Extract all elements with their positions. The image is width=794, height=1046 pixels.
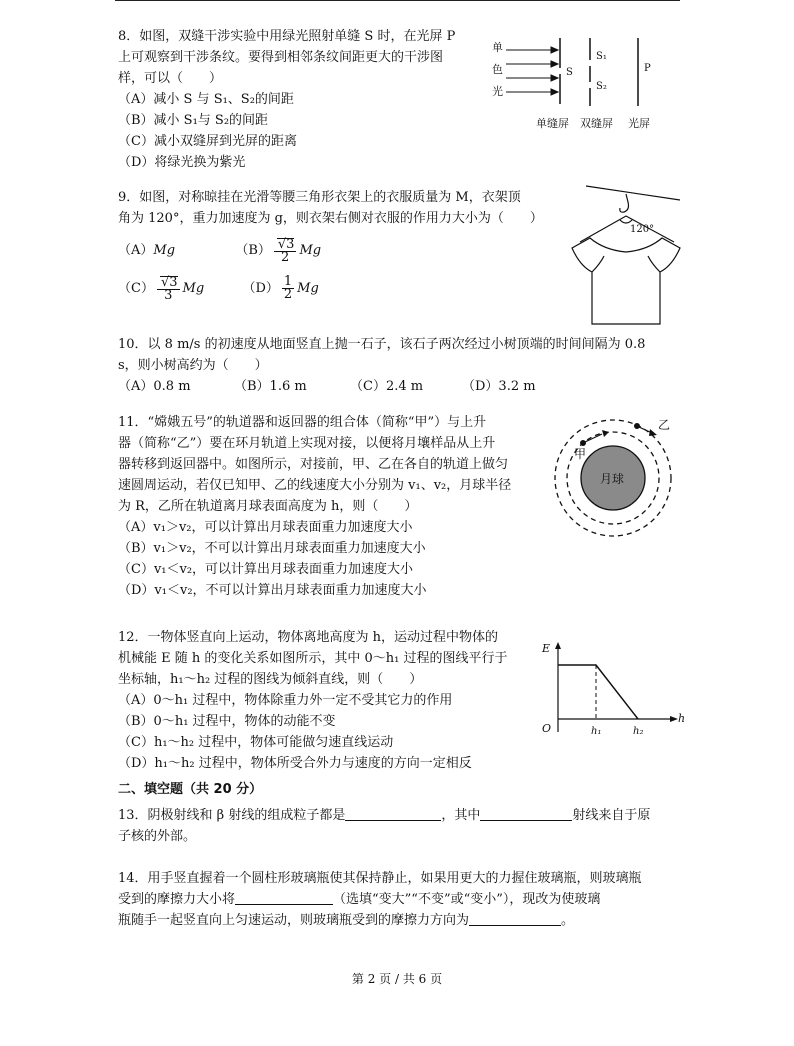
moon-label: 月球	[600, 472, 625, 486]
hanger-triangle	[580, 216, 674, 242]
light-char-3: 光	[492, 85, 503, 98]
q8-line-1: 8．如图，双缝干涉实验中用绿光照射单缝 S 时，在光屏 P	[118, 29, 456, 44]
q14-text-2: 受到的摩擦力大小将	[118, 892, 236, 907]
q9-option-b-tail: Mg	[299, 243, 322, 258]
q9-option-d-den: 2	[283, 287, 293, 302]
jia-label: 甲	[574, 447, 587, 461]
q11-line-3: 器转移到返回器中。如图所示，对接前，甲、乙在各自的轨道上做匀	[118, 457, 509, 472]
h-axis-arrowhead	[670, 716, 678, 722]
yi-arrowhead	[649, 429, 657, 436]
q9-option-c-tail: Mg	[182, 281, 205, 296]
q14-text-3: （选填“变大”“不变”或“变小”），现改为使玻璃	[333, 892, 601, 907]
energy-height-graph	[538, 640, 688, 740]
q9-option-c-num: √3	[160, 274, 178, 290]
light-screen-label: 光屏	[628, 117, 650, 130]
q13-line-2: 子核的外部。	[118, 829, 197, 844]
energy-curve	[558, 665, 638, 719]
q10-option-b: （B）1.6 m	[234, 379, 307, 394]
header-rule	[115, 0, 680, 1]
q9-line-2: 角为 120°，重力加速度为 g，则衣架右侧对衣服的作用力大小为（ ）	[118, 211, 543, 226]
q12-option-a: （A）0～h₁ 过程中，物体除重力外一定不受其它力的作用	[118, 693, 453, 708]
q13-text-1: 13．阴极射线和 β 射线的组成粒子都是	[118, 808, 346, 823]
light-char-2: 色	[492, 63, 503, 76]
shirt-left-seam	[592, 256, 604, 272]
q9-line-1: 9．如图，对称晾挂在光滑等腰三角形衣架上的衣服质量为 M，衣架顶	[118, 190, 521, 205]
q12-line-2: 机械能 E 随 h 的变化关系如图所示，其中 0～h₁ 过程的图线平行于	[118, 651, 508, 666]
question-13	[118, 805, 688, 847]
double-slit-screen-label: 双缝屏	[580, 117, 613, 130]
question-14	[118, 868, 688, 931]
q8-option-c: （C）减小双缝屏到光屏的距离	[118, 134, 297, 149]
h2-label: h₂	[633, 726, 644, 737]
h1-label: h₁	[591, 726, 602, 737]
q11-line-2: 器（简称“乙”）要在环月轨道上实现对接，以便将月壤样品从上升	[118, 436, 496, 451]
shirt-outline	[572, 238, 680, 324]
q14-blank-1[interactable]	[235, 890, 333, 905]
q9-option-d-label: （D）	[242, 281, 279, 296]
q10-option-c: （C）2.4 m	[350, 379, 424, 394]
section-2-heading: 二、填空题（共 20 分）	[118, 782, 263, 797]
q12-option-d: （D）h₁～h₂ 过程中，物体所受合外力与速度的方向一定相反	[118, 756, 472, 771]
shirt-right-seam	[648, 256, 660, 272]
q10-line-1: 10．以 8 m/s 的初速度从地面竖直上抛一石子，该石子两次经过小树顶端的时间间隔为 0.8	[118, 337, 646, 352]
q12-line-1: 12．一物体竖直向上运动，物体离地高度为 h，运动过程中物体的	[118, 630, 499, 645]
q11-line-4: 速圆周运动，若仅已知甲、乙的线速度大小分别为 v₁、v₂，月球半径	[118, 478, 512, 493]
light-char-1: 单	[492, 41, 503, 54]
q14-blank-2[interactable]	[469, 911, 561, 926]
e-axis-arrowhead	[555, 642, 561, 649]
hanging-rod	[586, 186, 680, 200]
q11-option-c: （C）v₁＜v₂，可以计算出月球表面重力加速度大小	[118, 562, 414, 577]
single-slit-screen-label: 单缝屏	[536, 117, 569, 130]
hanger-hook	[620, 194, 629, 212]
q14-line-1: 14．用手竖直握着一个圆柱形玻璃瓶使其保持静止，如果用更大的力握住玻璃瓶，则玻璃瓶	[118, 871, 642, 886]
q8-option-b: （B）减小 S₁与 S₂的间距	[118, 113, 269, 128]
q12-line-3: 坐标轴，h₁～h₂ 过程的图线为倾斜直线，则（ ）	[118, 672, 423, 687]
jia-arrow	[585, 434, 602, 442]
light-arrows	[506, 47, 558, 95]
q12-option-b: （B）0～h₁ 过程中，物体的动能不变	[118, 714, 336, 729]
q13-text-2: ，其中	[441, 808, 481, 823]
e-axis-label: E	[542, 642, 551, 655]
slit-s1-label: S₁	[596, 51, 607, 62]
screen-p-label: P	[644, 63, 651, 74]
angle-label: 120°	[630, 224, 655, 235]
yi-dot	[634, 423, 640, 429]
angle-arc	[620, 220, 632, 223]
q14-line-2	[118, 889, 688, 910]
q10-option-a: （A）0.8 m	[118, 379, 191, 394]
yi-label: 乙	[658, 418, 671, 432]
q8-option-d: （D）将绿光换为紫光	[118, 155, 246, 170]
q10-option-d: （D）3.2 m	[462, 379, 536, 394]
q13-text-3: 射线来自于原	[572, 808, 651, 823]
q10-options	[118, 376, 688, 397]
q9-option-b-num: √3	[277, 236, 295, 252]
q11-line-5: 为 R，乙所在轨道离月球表面高度为 h，则（ ）	[118, 499, 418, 514]
question-10	[118, 334, 688, 397]
q11-option-b: （B）v₁＞v₂，不可以计算出月球表面重力加速度大小	[118, 541, 426, 556]
jia-arrowhead	[602, 430, 609, 437]
q13-line-1	[118, 805, 688, 826]
q10-line-2: s，则小树高约为（ ）	[118, 358, 268, 373]
q13-blank-1[interactable]	[345, 806, 441, 821]
q11-line-1: 11．“嫦娥五号”的轨道器和返回器的组合体（简称“甲”）与上升	[118, 415, 487, 430]
q9-option-a-value: Mg	[153, 243, 176, 258]
q9-option-c-label: （C）	[118, 281, 154, 296]
q9-option-b-label: （B）	[235, 243, 271, 258]
hanger-diagram	[564, 180, 684, 330]
q9-option-d-tail: Mg	[297, 281, 319, 296]
q8-option-a: （A）减小 S 与 S₁、S₂的间距	[118, 92, 294, 107]
q11-option-d: （D）v₁＜v₂，不可以计算出月球表面重力加速度大小	[118, 583, 427, 598]
slit-s-label: S	[566, 67, 573, 78]
q9-option-d-fraction	[282, 276, 294, 301]
q14-line-3	[118, 910, 688, 931]
origin-label: O	[542, 722, 552, 735]
orbit-diagram	[546, 416, 678, 540]
q9-option-b-den: 2	[281, 249, 290, 265]
q13-blank-2[interactable]	[480, 806, 572, 821]
q8-line-3: 样，可以（ ）	[118, 71, 223, 86]
double-slit-diagram	[490, 32, 686, 134]
q9-option-d-num: 1	[283, 274, 293, 289]
slit-s2-label: S₂	[596, 81, 607, 92]
q14-text-4: 瓶随手一起竖直向上匀速运动，则玻璃瓶受到的摩擦力方向为	[118, 913, 470, 928]
q9-option-b-fraction	[274, 238, 297, 264]
page-footer: 第 2 页 / 共 6 页	[351, 972, 443, 986]
q9-option-c-den: 3	[164, 287, 173, 303]
q9-option-c-fraction	[157, 276, 180, 302]
jia-dot	[580, 440, 586, 446]
q9-option-a-label: （A）	[118, 243, 154, 258]
q11-option-a: （A）v₁＞v₂，可以计算出月球表面重力加速度大小	[118, 520, 413, 535]
q12-option-c: （C）h₁～h₂ 过程中，物体可能做匀速直线运动	[118, 735, 394, 750]
h-axis-label: h	[678, 712, 686, 725]
q8-line-2: 上可观察到干涉条纹。要得到相邻条纹间距更大的干涉图	[118, 50, 444, 65]
q14-text-5: 。	[561, 913, 575, 928]
